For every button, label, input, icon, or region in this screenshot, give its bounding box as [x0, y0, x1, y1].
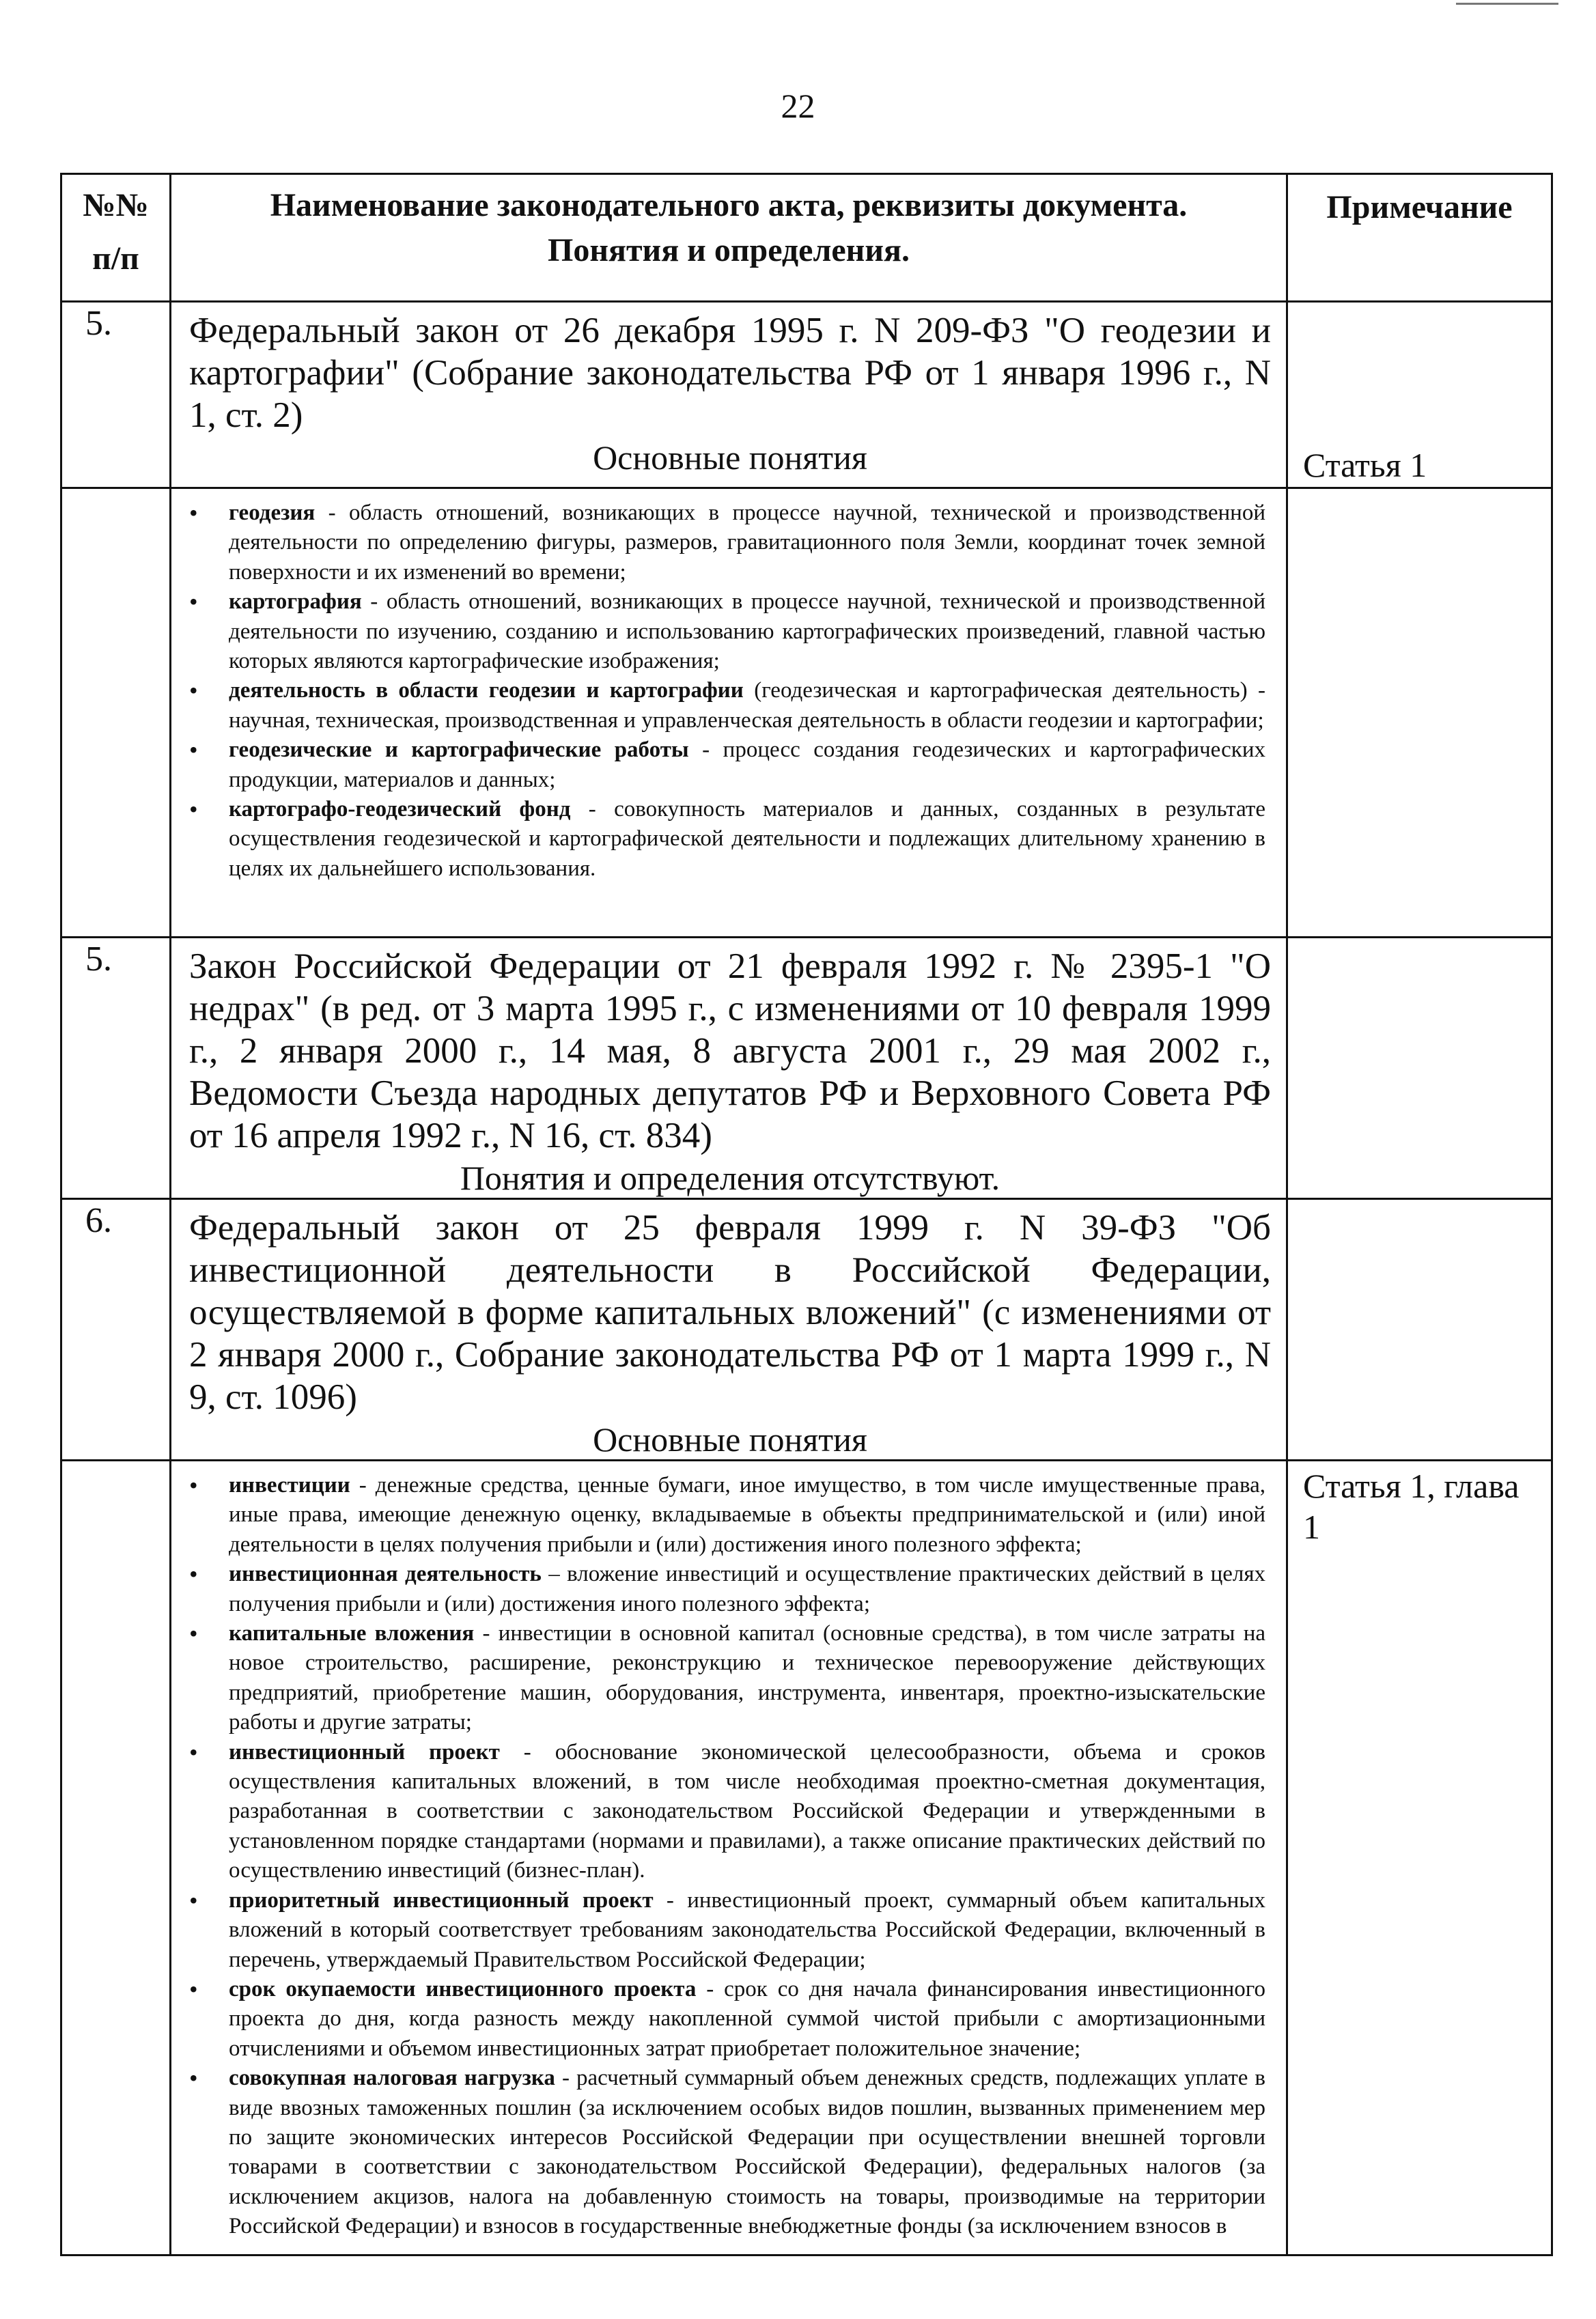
definition-text: совокупность материалов и данных, созданных в результате осуществления геодезической и картографической деятельности и подлежащих длительному хранению в целях их дальнейшего использования.: [229, 797, 1265, 881]
empty-cell: [1287, 1199, 1552, 1461]
definition-item: [186, 1471, 1265, 1560]
definition-item: [186, 498, 1265, 587]
law-title-cell: [171, 938, 1287, 1199]
definition-term: геодезические и картографические работы: [229, 737, 689, 763]
definition-item: [186, 1738, 1265, 1886]
law-title-cell: [171, 1199, 1287, 1461]
law-title-cell: [171, 302, 1287, 488]
definitions-cell: [171, 488, 1287, 938]
header-number-line1: №№: [83, 187, 149, 223]
definition-term: деятельность в области геодезии и картографии: [229, 678, 744, 703]
header-title-cell: [171, 174, 1287, 302]
concepts-label: Основные понятия: [593, 1420, 867, 1459]
definition-separator: [744, 678, 754, 703]
table-header-row: [61, 174, 1552, 302]
table-row: [61, 488, 1552, 938]
definition-separator: -: [555, 2066, 576, 2091]
header-note-cell: Примечание: [1287, 174, 1552, 302]
definition-text: (геодезическая и картографическая деятельность) - научная, техническая, производственная и управленческая деятельность в области геодезии и картографии;: [229, 678, 1266, 733]
legislation-table: [60, 173, 1553, 2256]
law-title: Закон Российской Федерации от 21 февраля 1992 г. № 2395-1 "О недрах" (в ред. от 3 марта 1995 г., с изменениями от 10 февраля 1999 г., 2 января 2000 г., 14 мая, 8 августа 2001 г., 29 мая 2002 г., Ведомости Съезда народных депутатов РФ и Верховного Совета РФ от 16 апреля 1992 г., N 16, ст. 834): [189, 946, 1271, 1155]
concepts-label: Понятия и определения отсутствуют.: [460, 1159, 1000, 1197]
definition-list: [171, 1461, 1286, 2254]
definition-term: капитальные вложения: [229, 1621, 475, 1646]
header-number-cell: [61, 174, 171, 302]
empty-cell: [1287, 488, 1552, 938]
definition-term: приоритетный инвестиционный проект: [229, 1887, 654, 1913]
definition-text: денежные средства, ценные бумаги, иное имущество, в том числе имущественные права, иные права, имеющие денежную оценку, вкладываемые в объекты предпринимательской и (или) иной деятельности в целях получения прибыли и (или) достижения иного полезного эффекта;: [229, 1473, 1265, 1557]
definition-separator: –: [541, 1562, 568, 1587]
empty-cell: [61, 488, 171, 938]
definition-term: срок окупаемости инвестиционного проекта: [229, 1976, 697, 2001]
definition-item: [186, 795, 1265, 884]
definition-item: [186, 1619, 1265, 1738]
definition-text: вложение инвестиций и осуществление практических действий в целях получения прибыли и (или) достижения иного полезного эффекта;: [229, 1562, 1266, 1616]
definition-separator: -: [688, 737, 723, 763]
top-rule: [1456, 3, 1558, 5]
definitions-cell: [171, 1461, 1287, 2255]
definition-text: инвестиционный проект, суммарный объем капитальных вложений в который соответствует требованиям законодательства Российской Федерации, включенный в перечень, утверждаемый Правительством Российской Федерации;: [229, 1887, 1265, 1972]
note-cell: Статья 1: [1287, 302, 1552, 488]
definition-separator: -: [315, 501, 350, 525]
definition-item: [186, 676, 1265, 735]
row-number: 5.: [61, 938, 171, 1199]
empty-cell: [1287, 938, 1552, 1199]
definition-term: инвестиционный проект: [229, 1739, 500, 1765]
page-number: 22: [781, 87, 815, 125]
definition-separator: -: [474, 1621, 499, 1646]
definition-text: обоснование экономической целесообразности, объема и сроков осуществления капитальных вложений, в том числе необходимая проектно-сметная документация, разработанная в соответствии с законодательством Российской Федерации и утвержденными в установленном порядке стандартами (нормами и правилами), а также описание практических действий по осуществлению инвестиций (бизнес-план).: [229, 1739, 1265, 1883]
definition-separator: -: [350, 1473, 376, 1498]
definition-text: инвестиции в основной капитал (основные средства), в том числе затраты на новое строительство, расширение, реконструкцию и техническое перевооружение действующих предприятий, приобретение машин, оборудования, инструмента, инвентаря, проектно-изыскательские работы и другие затраты;: [229, 1621, 1265, 1735]
table-row: [61, 938, 1552, 1199]
table-row: [61, 1461, 1552, 2255]
definition-item: [186, 587, 1265, 676]
empty-cell: [61, 1461, 171, 2255]
definition-list: [171, 489, 1286, 896]
definition-text: область отношений, возникающих в процессе научной, технической и производственной деятельности по определению фигуры, размеров, гравитационного поля Земли, координат точек земной поверхности и их изменений во времени;: [229, 501, 1265, 585]
note-cell: Статья 1, глава 1: [1287, 1461, 1552, 2255]
definition-term: геодезия: [229, 501, 316, 525]
table-row: [61, 302, 1552, 488]
header-title-line2: Понятия и определения.: [548, 232, 910, 268]
definition-term: инвестиционная деятельность: [229, 1562, 542, 1587]
definition-text: расчетный суммарный объем денежных средств, подлежащих уплате в виде ввозных таможенных пошлин (за исключением особых видов пошлин, вызванных применением мер по защите экономических интересов Российской Федерации при осуществлении внешней торговли товарами в соответствии с законодательством Российской Федерации), федеральных налогов (за исключением акцизов, налога на добавленную стоимость на товары, производимые на территории Российской Федерации) и взносов в государственные внебюджетные фонды (за исключением взносов в: [229, 2066, 1266, 2239]
header-title-line1: Наименование законодательного акта, реквизиты документа.: [270, 187, 1188, 223]
definition-item: [186, 1975, 1265, 2064]
definition-term: картографо-геодезический фонд: [229, 797, 571, 822]
definition-text: срок со дня начала финансирования инвестиционного проекта до дня, когда разность между накопленной суммой чистой прибыли с амортизационными отчислениями и объемом инвестиционных затрат приобретает положительное значение;: [229, 1976, 1265, 2061]
concepts-label: Основные понятия: [593, 438, 867, 477]
definition-text: область отношений, возникающих в процессе научной, технической и производственной деятельности по изучению, созданию и использованию картографических произведений, главной частью которых являются картографические изображения;: [229, 589, 1265, 674]
definition-term: инвестиции: [229, 1473, 350, 1498]
law-title: Федеральный закон от 25 февраля 1999 г. N 39-ФЗ "Об инвестиционной деятельности в Российской Федерации, осуществляемой в форме капитальных вложений" (с изменениями от 2 января 2000 г., Собрание законодательства РФ от 1 марта 1999 г., N 9, ст. 1096): [189, 1208, 1271, 1417]
definition-term: картография: [229, 589, 362, 615]
definition-separator: -: [499, 1739, 555, 1765]
definition-item: [186, 1886, 1265, 1975]
row-number: 5.: [61, 302, 171, 488]
header-number-line2: п/п: [92, 240, 139, 277]
definition-term: совокупная налоговая нагрузка: [229, 2066, 555, 2091]
definition-item: [186, 735, 1265, 795]
definition-separator: -: [361, 589, 387, 615]
definition-separator: -: [696, 1976, 725, 2001]
row-number: 6.: [61, 1199, 171, 1461]
table-row: [61, 1199, 1552, 1461]
definition-separator: -: [570, 797, 615, 822]
definition-separator: -: [653, 1887, 688, 1913]
definition-text: процесс создания геодезических и картографических продукции, материалов и данных;: [229, 737, 1265, 792]
law-title: Федеральный закон от 26 декабря 1995 г. N 209-ФЗ "О геодезии и картографии" (Собрание законодательства РФ от 1 января 1996 г., N 1, ст. 2): [189, 311, 1271, 435]
definition-item: [186, 1560, 1265, 1619]
definition-item: [186, 2064, 1265, 2241]
